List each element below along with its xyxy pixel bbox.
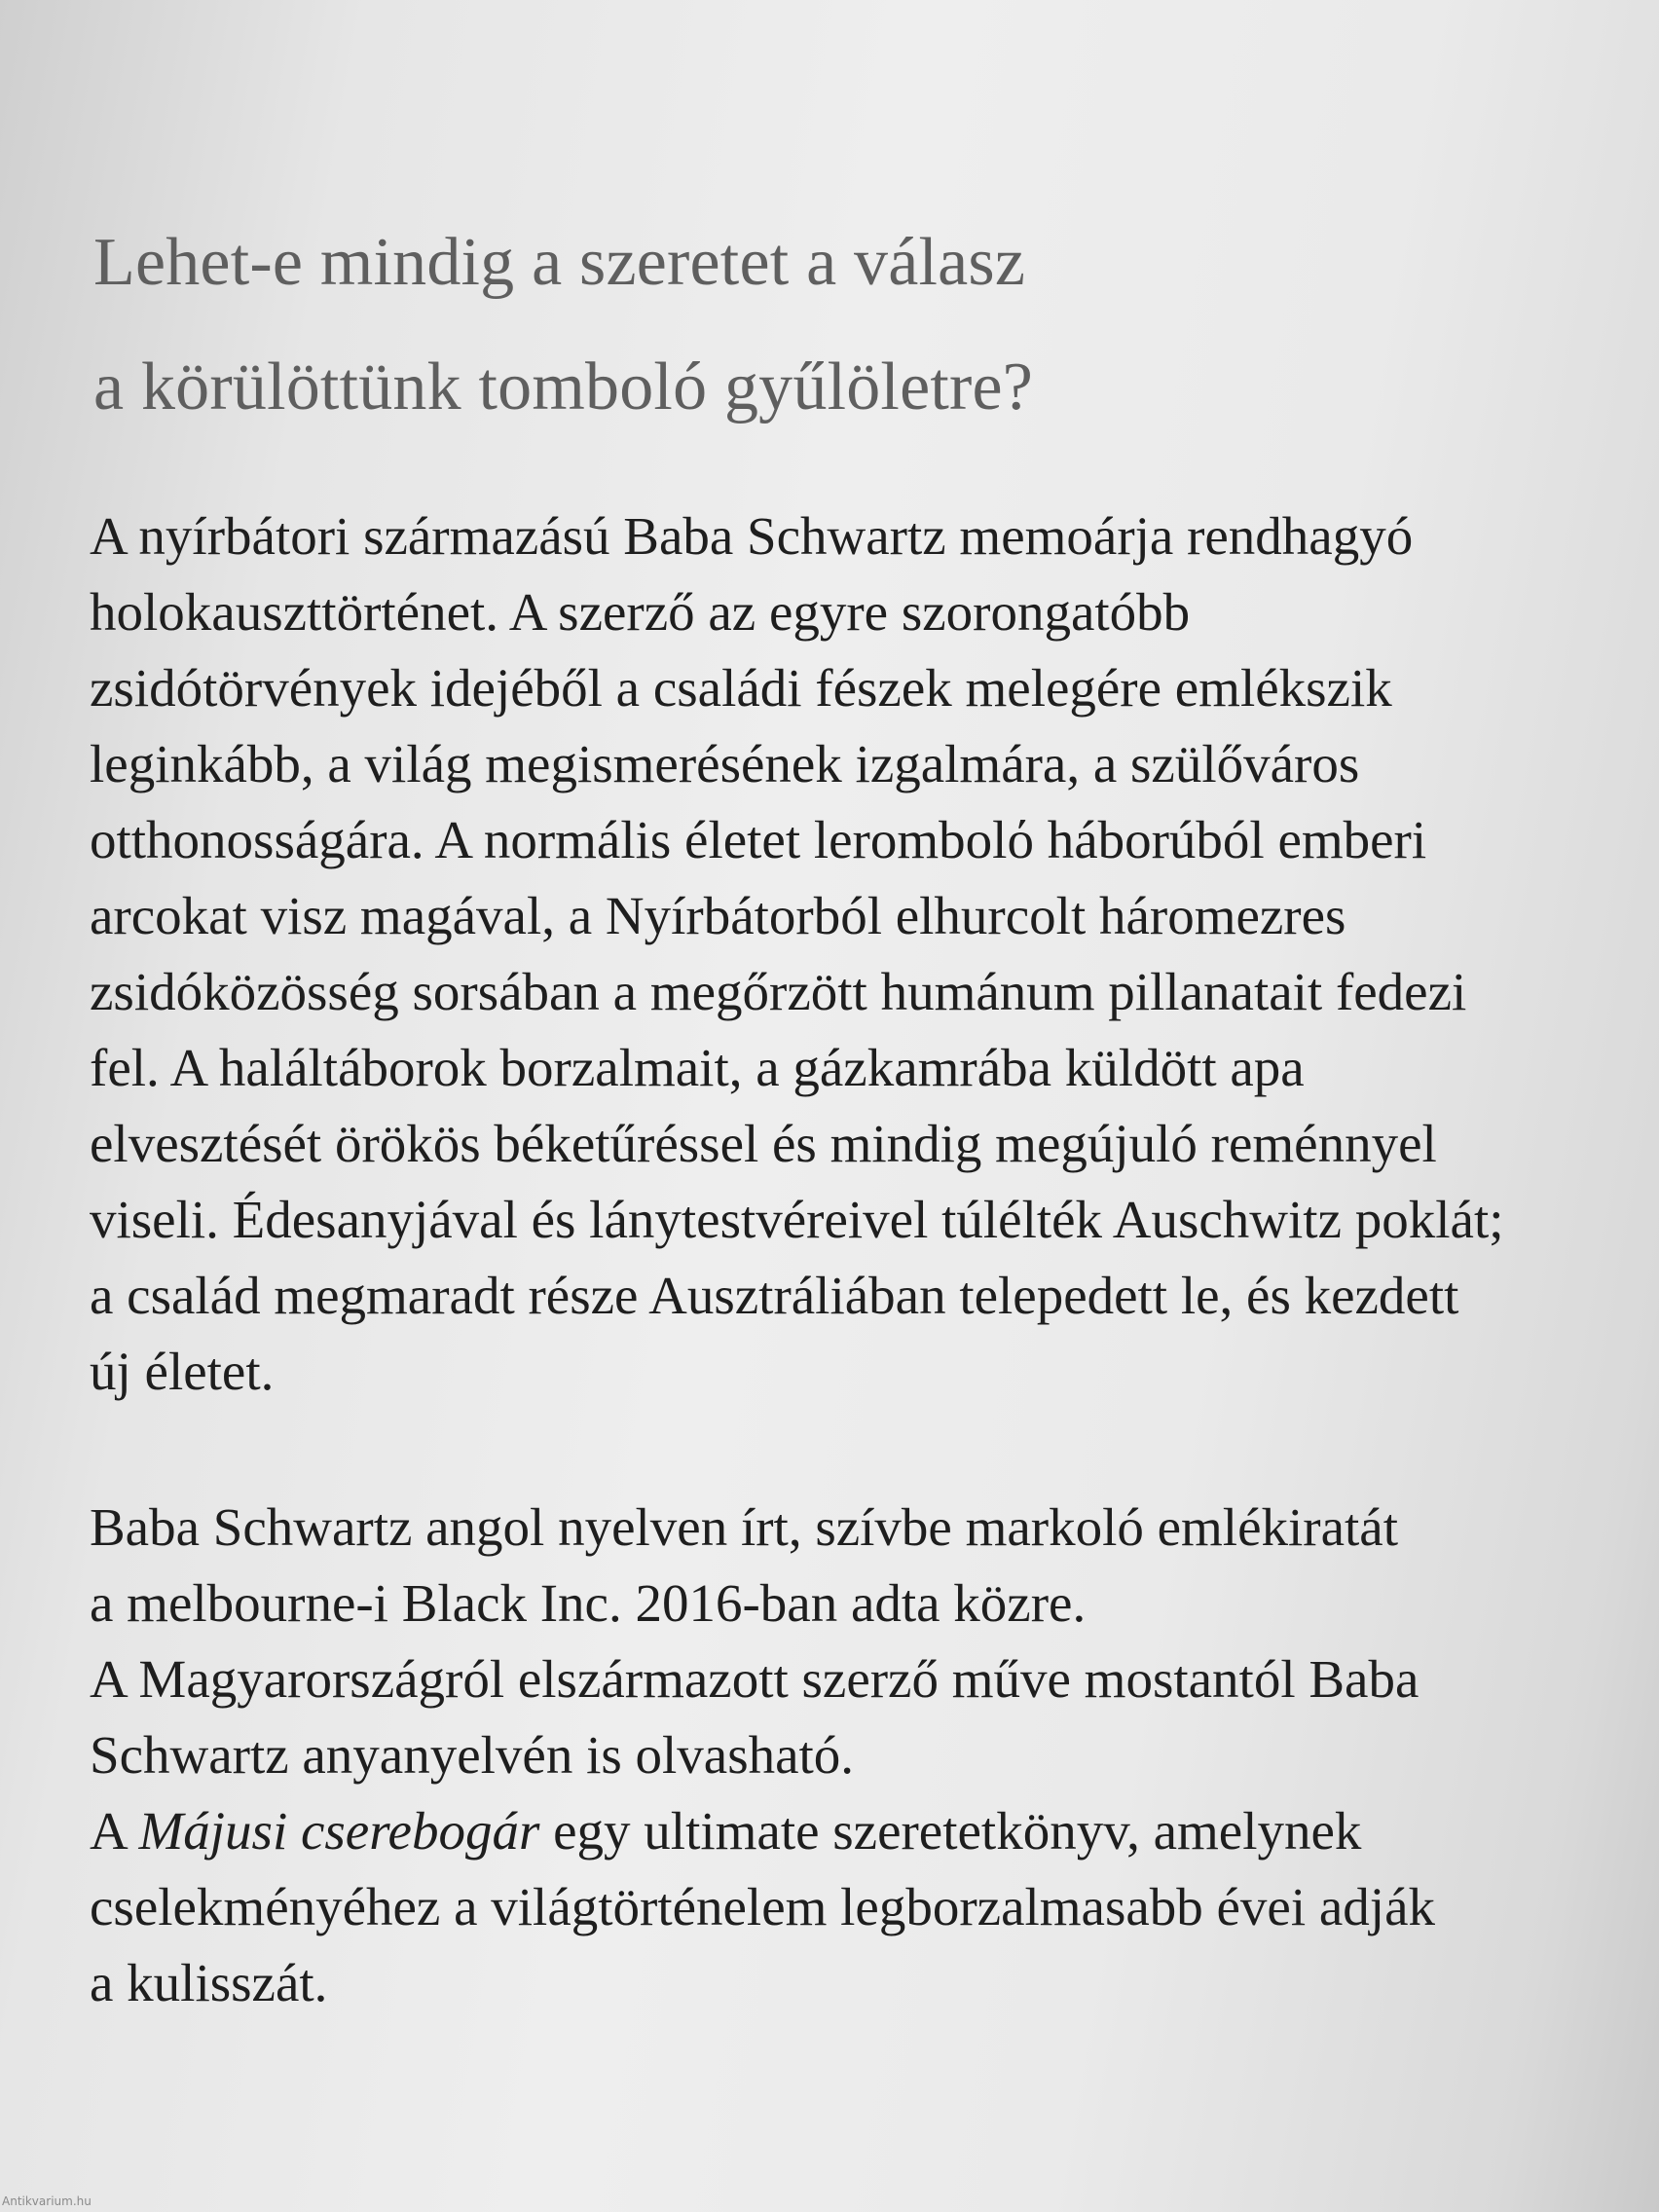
paragraph-line: viseli. Édesanyjával és lánytestvéreivel túlélték Auschwitz poklát; [90, 1190, 1504, 1249]
paragraph-line: leginkább, a világ megismerésének izgalmára, a szülőváros [90, 734, 1360, 793]
paragraph-line: zsidóközösség sorsában a megőrzött humánum pillanatait fedezi [90, 962, 1467, 1021]
paragraph-line: zsidótörvények idejéből a családi fészek melegére emlékszik [90, 658, 1392, 718]
paragraph-line: elvesztését örökös béketűréssel és mindig megújuló reménnyel [90, 1114, 1437, 1173]
closing-line [90, 1793, 1628, 1869]
paragraph-line: A nyírbátori származású Baba Schwartz memoárja rendhagyó [90, 506, 1414, 566]
paragraph-line: cselekményéhez a világtörténelem legborzalmasabb évei adják [90, 1877, 1435, 1936]
paragraph-line: arcokat visz magával, a Nyírbátorból elhurcolt háromezres [90, 886, 1346, 945]
paragraph-line: Schwartz anyanyelvén is olvasható. [90, 1725, 855, 1785]
paragraph-line: Baba Schwartz angol nyelven írt, szívbe markoló emlékiratát [90, 1497, 1398, 1557]
paragraph-2 [90, 1490, 1628, 2021]
book-title: Májusi cserebogár [138, 1801, 540, 1861]
paragraph-1 [90, 498, 1628, 1410]
paragraph-line: új életet. [90, 1342, 275, 1401]
paragraph-line: a család megmaradt része Ausztráliában telepedett le, és kezdett [90, 1266, 1459, 1325]
paragraph-line: A Magyarországról elszármazott szerző műve mostantól Baba [90, 1649, 1419, 1709]
closing-prefix: A [90, 1801, 139, 1861]
paragraph-line: a melbourne-i Black Inc. 2016-ban adta közre. [90, 1573, 1087, 1633]
paragraph-line: fel. A haláltáborok borzalmait, a gázkamrába küldött apa [90, 1038, 1305, 1097]
heading [93, 201, 1534, 450]
paragraph-line: a kulisszát. [90, 1953, 328, 2012]
heading-line-2: a körülöttünk tomboló gyűlöletre? [93, 350, 1034, 424]
watermark: Antikvarium.hu [2, 2194, 92, 2208]
paragraph-line: otthonosságára. A normális életet lerombolό háborúból emberi [90, 810, 1427, 869]
closing-suffix: egy ultimate szeretetkönyv, amelynek [539, 1801, 1362, 1861]
paragraph-line: holokauszttörténet. A szerző az egyre szorongatóbb [90, 582, 1191, 642]
heading-line-1: Lehet-e mindig a szeretet a válasz [93, 225, 1026, 300]
